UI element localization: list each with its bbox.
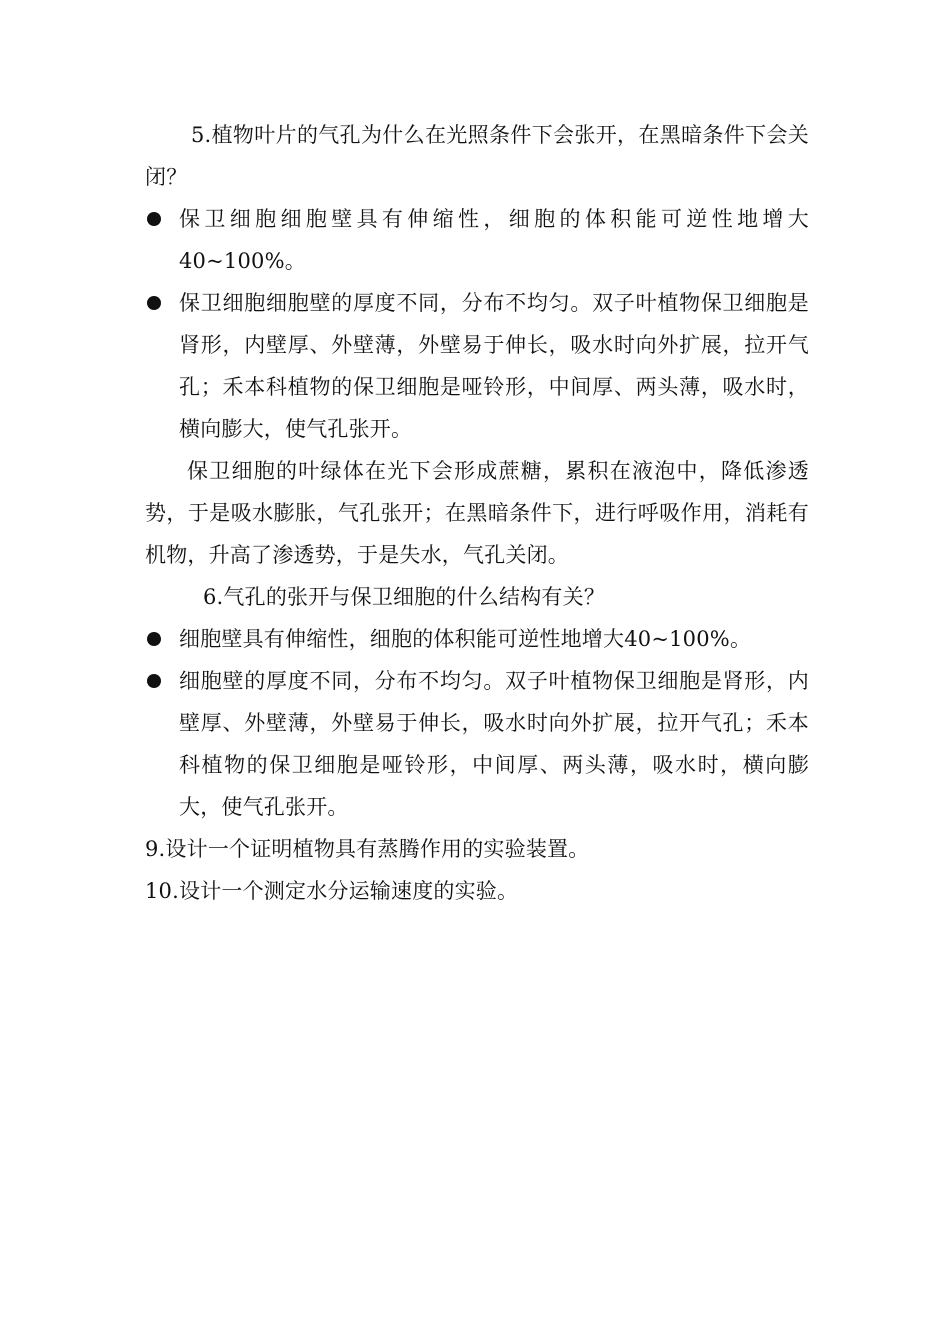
question-10: 10.设计一个测定水分运输速度的实验。 [145, 879, 519, 903]
question-9: 9.设计一个证明植物具有蒸腾作用的实验装置。 [145, 837, 590, 861]
question-5-bullet-2 [145, 282, 809, 450]
question-5-heading: 5.植物叶片的气孔为什么在光照条件下会张开，在黑暗条件下会关闭？ [145, 123, 809, 189]
bullet-icon [147, 632, 161, 646]
bullet-icon [147, 212, 161, 226]
document-body [145, 114, 809, 912]
question-6-bullet-1-text: 细胞壁具有伸缩性，细胞的体积能可逆性地增大40~100%。 [179, 627, 752, 651]
bullet-icon [147, 674, 161, 688]
question-6-bullet-2 [145, 660, 809, 828]
question-5-paragraph: 保卫细胞的叶绿体在光下会形成蔗糖，累积在液泡中，降低渗透势，于是吸水膨胀，气孔张开；在黑暗条件下，进行呼吸作用，消耗有机物，升高了渗透势，于是失水，气孔关闭。 [145, 459, 809, 567]
question-5-bullet-1 [145, 198, 809, 282]
bullet-icon [147, 296, 161, 310]
question-6-bullet-2-text: 细胞壁的厚度不同，分布不均匀。双子叶植物保卫细胞是肾形，内壁厚、外壁薄，外壁易于伸长，吸水时向外扩展，拉开气孔；禾本科植物的保卫细胞是哑铃形，中间厚、两头薄，吸水时，横向膨大，使气孔张开。 [179, 669, 809, 819]
question-6-heading: 6.气孔的张开与保卫细胞的什么结构有关？ [203, 585, 606, 609]
question-6-bullet-1 [145, 618, 809, 660]
question-5-bullet-1-text: 保卫细胞细胞壁具有伸缩性，细胞的体积能可逆性地增大40~100%。 [179, 207, 809, 273]
question-5-bullet-2-text: 保卫细胞细胞壁的厚度不同，分布不均匀。双子叶植物保卫细胞是肾形，内壁厚、外壁薄，外壁易于伸长，吸水时向外扩展，拉开气孔；禾本科植物的保卫细胞是哑铃形，中间厚、两头薄，吸水时，横向膨大，使气孔张开。 [179, 291, 809, 441]
